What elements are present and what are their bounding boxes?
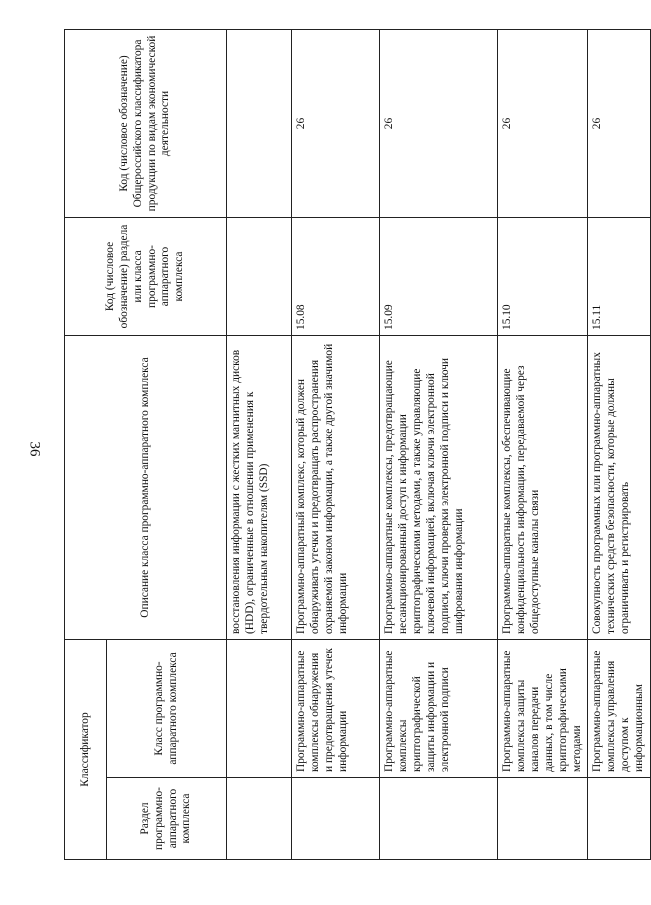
cell-section	[227, 778, 292, 860]
cell-description: Программно-аппаратные комплексы, предотвращающие несанкционированный доступ к информации криптографическими методами, а также управляющие ключевой информацией, включая ключи электронной подписи, ключи проверки электронной подписи и ключи шифрования информации	[380, 336, 498, 640]
cell-class	[227, 640, 292, 778]
table-row	[498, 30, 588, 860]
page-number: 36	[26, 441, 43, 457]
cell-okpd: 26	[498, 30, 588, 218]
cell-description: восстановления информации с жестких магнитных дисков (HDD), ограниченные в отношении применения к твердотельным накопителям (SSD)	[227, 336, 292, 640]
classifier-table	[64, 29, 651, 860]
cell-description: Совокупность программных или программно-аппаратных технических средств безопасности, которые должны ограничивать и регистрировать	[588, 336, 651, 640]
header-class: Класс программно-аппаратного комплекса	[107, 640, 227, 778]
cell-section	[588, 778, 651, 860]
cell-description: Программно-аппаратный комплекс, который должен обнаруживать утечки и предотвращать распространения охраняемой законом информации, а также другой значимой информации	[292, 336, 380, 640]
header-row-top	[65, 30, 107, 860]
cell-code: 15.10	[498, 218, 588, 336]
cell-section	[292, 778, 380, 860]
header-description: Описание класса программно-аппаратного комплекса	[65, 336, 227, 640]
cell-code	[227, 218, 292, 336]
header-code-section: Код (числовое обозначение) раздела или класса программно-аппаратного комплекса	[65, 218, 227, 336]
cell-code: 15.09	[380, 218, 498, 336]
cell-code: 15.11	[588, 218, 651, 336]
cell-code: 15.08	[292, 218, 380, 336]
cell-section	[380, 778, 498, 860]
cell-description: Программно-аппаратные комплексы, обеспечивающие конфиденциальность информации, передаваемой через общедоступные каналы связи	[498, 336, 588, 640]
cell-okpd: 26	[292, 30, 380, 218]
cell-class: Программно-аппаратные комплексы криптографической защиты информации и электронной подписи	[380, 640, 498, 778]
cell-okpd: 26	[380, 30, 498, 218]
table-row	[292, 30, 380, 860]
cell-okpd	[227, 30, 292, 218]
table-row	[227, 30, 292, 860]
header-code-okpd: Код (числовое обозначение) Общероссийского классификатора продукции по видам экономической деятельности	[65, 30, 227, 218]
rotated-page	[64, 30, 646, 860]
cell-class: Программно-аппаратные комплексы обнаружения и предотвращения утечек информации	[292, 640, 380, 778]
header-section: Раздел программно-аппаратного комплекса	[107, 778, 227, 860]
table-row	[380, 30, 498, 860]
header-classifier: Классификатор	[65, 640, 107, 860]
cell-class: Программно-аппаратные комплексы управления доступом к информационным	[588, 640, 651, 778]
table-row	[588, 30, 651, 860]
cell-okpd: 26	[588, 30, 651, 218]
cell-class: Программно-аппаратные комплексы защиты каналов передачи данных, в том числе криптографическими методами	[498, 640, 588, 778]
cell-section	[498, 778, 588, 860]
